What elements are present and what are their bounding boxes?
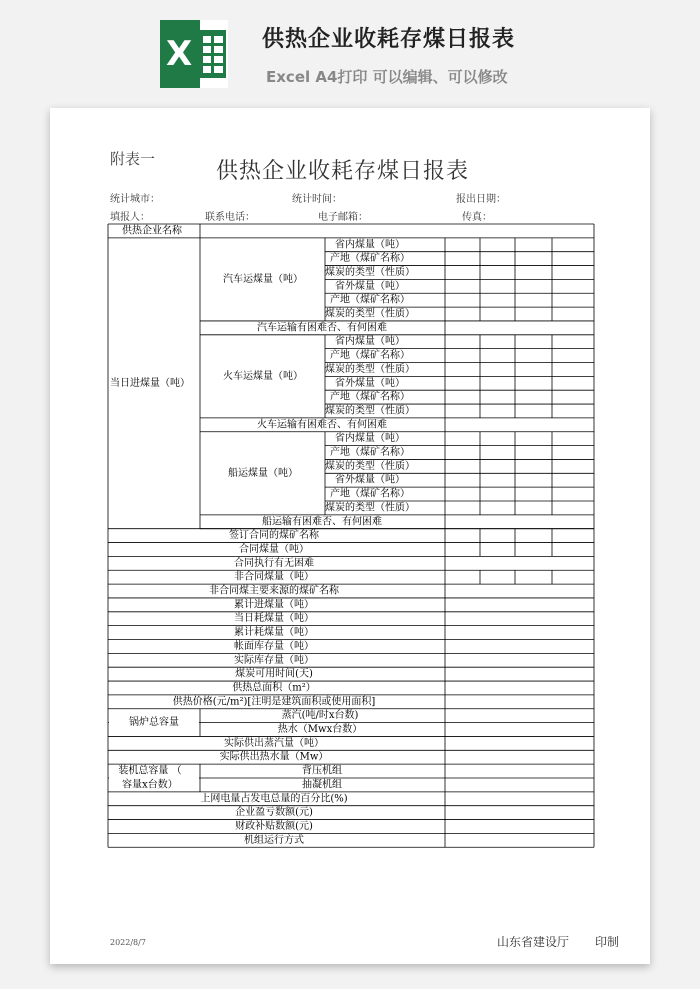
meta-phone: 联系电话：: [205, 212, 255, 223]
meta-report-date: 报出日期：: [456, 194, 506, 205]
sub-row-sub-out: 省外煤量（吨）: [335, 280, 405, 292]
sub-row-sub-out: 省外煤量（吨）: [335, 474, 405, 486]
meta-fax: 传真：: [462, 212, 492, 223]
sub-row-sub-in: 省内煤量（吨）: [335, 336, 405, 348]
row-subsidy: 财政补贴数额(元): [235, 820, 313, 832]
condensing-unit-label: 抽凝机组: [302, 779, 342, 791]
row-day-use: 当日耗煤量（吨）: [234, 613, 314, 625]
appendix-label: 附表一: [110, 150, 156, 168]
footer-date: 2022/8/7: [110, 938, 146, 947]
boiler-capacity-label: 锅炉总容量: [129, 717, 179, 729]
row-heat-area: 供热总面积（m²）: [232, 682, 316, 694]
row-noncontract-qty: 非合同煤量（吨）: [234, 571, 314, 583]
meta-filler: 填报人：: [110, 212, 150, 223]
row-actual-stock: 实际库存量（吨）: [234, 654, 314, 666]
row-hot-supply: 实际供出热水量（Mw）: [219, 751, 329, 763]
row-cum-use: 累计耗煤量（吨）: [234, 627, 314, 639]
meta-email: 电子邮箱：: [318, 212, 368, 223]
truck-diff-label: 汽车运输有困难否、有何困难: [257, 322, 387, 334]
train-coal-label: 火车运煤量（吨）: [223, 370, 303, 382]
daily-in-label: 当日进煤量（吨）: [110, 377, 190, 389]
unit-capacity-label-1: 装机总容量 （: [118, 765, 182, 777]
row-contract-qty: 合同煤量（吨）: [239, 543, 309, 555]
sub-row-sub-type: 煤炭的类型（性质）: [325, 405, 415, 417]
excel-icon-letter: X: [166, 34, 193, 74]
sub-row-sub-origin: 产地（煤矿名称）: [330, 391, 410, 403]
page-subtitle: Excel A4打印 可以编辑、可以修改: [266, 68, 508, 86]
row-noncontract-src: 非合同煤主要来源的煤矿名称: [209, 585, 339, 597]
back-pressure-unit-label: 背压机组: [302, 765, 342, 777]
row-heat-price: 供热价格(元/m²)[注明是建筑面积或使用面积]: [172, 696, 376, 708]
sub-row-sub-origin: 产地（煤矿名称）: [330, 488, 410, 500]
truck-coal-label: 汽车运煤量（吨）: [223, 273, 303, 285]
sub-row-sub-origin: 产地（煤矿名称）: [330, 294, 410, 306]
row-cum-in: 累计进煤量（吨）: [234, 599, 314, 611]
row-days-avail: 煤炭可用时间(天): [235, 668, 313, 680]
row-contract-mine: 签订合同的煤矿名称: [229, 530, 319, 542]
row-steam-supply: 实际供出蒸汽量（吨）: [224, 737, 324, 749]
sub-row-sub-out: 省外煤量（吨）: [335, 377, 405, 389]
page-title: 供热企业收耗存煤日报表: [262, 27, 516, 52]
meta-city: 统计城市：: [110, 194, 160, 205]
footer-print: 印制: [595, 935, 620, 949]
row-book-stock: 帐面库存量（吨）: [234, 640, 314, 652]
sub-row-sub-origin: 产地（煤矿名称）: [330, 350, 410, 362]
sub-row-sub-in: 省内煤量（吨）: [335, 239, 405, 251]
enterprise-name-label: 供热企业名称: [122, 225, 182, 237]
meta-time: 统计时间：: [292, 194, 342, 205]
unit-capacity-label-2: 容量x台数）: [122, 779, 178, 791]
sub-row-sub-in: 省内煤量（吨）: [335, 433, 405, 445]
footer-org: 山东省建设厅: [497, 935, 570, 949]
sub-row-sub-type: 煤炭的类型（性质）: [325, 308, 415, 320]
ship-coal-label: 船运煤量（吨）: [228, 467, 298, 479]
sub-row-sub-origin: 产地（煤矿名称）: [330, 253, 410, 265]
form-title: 供热企业收耗存煤日报表: [216, 159, 470, 184]
boiler-hot-water-label: 热水（Mwx台数）: [277, 724, 363, 736]
sub-row-sub-type: 煤炭的类型（性质）: [325, 266, 415, 278]
train-diff-label: 火车运输有困难否、有何困难: [257, 419, 387, 431]
boiler-steam-label: 蒸汽(吨/时x台数): [281, 710, 359, 722]
row-operation: 机组运行方式: [244, 834, 304, 846]
row-grid-ratio: 上网电量占发电总量的百分比(%): [200, 793, 348, 805]
ship-diff-label: 船运输有困难否、有何困难: [262, 516, 382, 528]
sub-row-sub-type: 煤炭的类型（性质）: [325, 460, 415, 472]
row-profit: 企业盈亏数额(元): [235, 807, 313, 819]
sub-row-sub-type: 煤炭的类型（性质）: [325, 502, 415, 514]
sub-row-sub-type: 煤炭的类型（性质）: [325, 363, 415, 375]
sub-row-sub-origin: 产地（煤矿名称）: [330, 447, 410, 459]
row-contract-exec: 合同执行有无困难: [234, 557, 314, 569]
